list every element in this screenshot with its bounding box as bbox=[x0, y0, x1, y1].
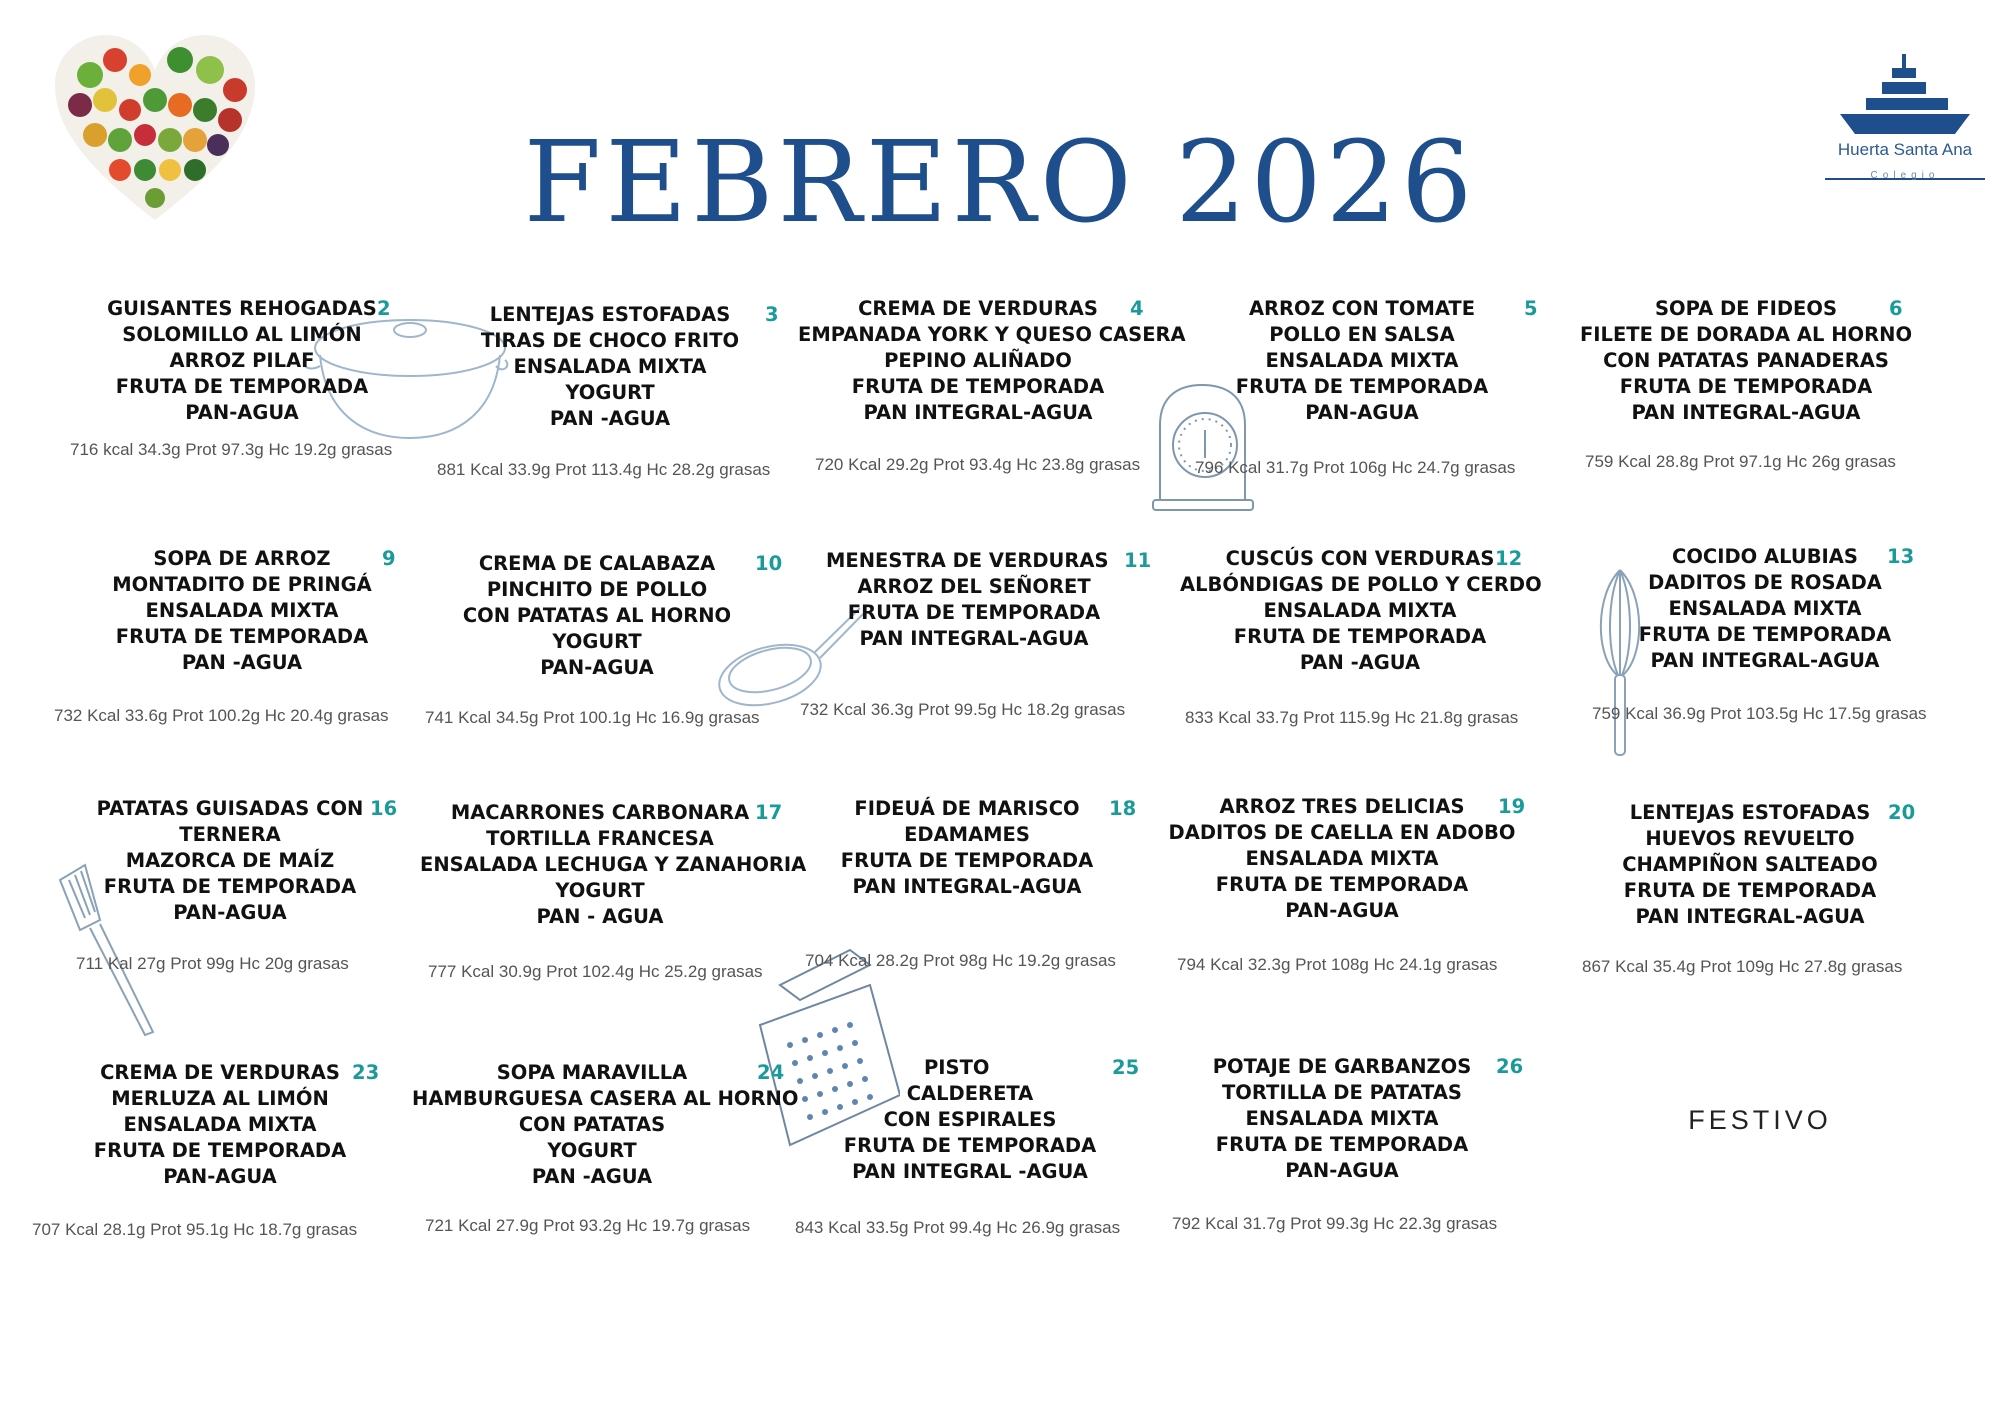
dish-line: ARROZ DEL SEÑORET bbox=[857, 575, 1091, 598]
dish-line: FRUTA DE TEMPORADA bbox=[843, 1134, 1097, 1157]
dish-line: PISTO bbox=[924, 1056, 990, 1079]
dish-line: FRUTA DE TEMPORADA bbox=[103, 875, 357, 898]
menu-day bbox=[40, 1060, 400, 1190]
dish-line: PAN-AGUA bbox=[185, 401, 299, 424]
dish-line: DADITOS DE ROSADA bbox=[1648, 571, 1882, 594]
nutrition-info: 741 Kcal 34.5g Prot 100.1g Hc 16.9g grasas bbox=[425, 708, 760, 727]
menu-day bbox=[798, 296, 1186, 426]
dish-line: CALDERETA bbox=[906, 1082, 1034, 1105]
dish-line: PAN-AGUA bbox=[1305, 401, 1419, 424]
dish-line: SOPA DE ARROZ bbox=[153, 547, 331, 570]
day-number: 25 bbox=[1112, 1056, 1140, 1079]
dish-line: CON PATATAS PANADERAS bbox=[1603, 349, 1889, 372]
nutrition-info: 881 Kcal 33.9g Prot 113.4g Hc 28.2g grasas bbox=[437, 460, 771, 479]
dish-line: SOLOMILLO AL LIMÓN bbox=[122, 323, 362, 346]
dish-line: ENSALADA LECHUGA Y ZANAHORIA bbox=[420, 853, 807, 876]
dish-line: FRUTA DE TEMPORADA bbox=[1619, 375, 1873, 398]
dish-line: TERNERA bbox=[179, 823, 281, 846]
nutrition-info: 716 kcal 34.3g Prot 97.3g Hc 19.2g grasas bbox=[70, 440, 393, 459]
dish-line: LENTEJAS ESTOFADAS bbox=[1629, 801, 1871, 824]
dish-line: PATATAS GUISADAS CON bbox=[96, 797, 364, 820]
menu-day bbox=[412, 1060, 799, 1190]
menu-day bbox=[1585, 544, 1945, 674]
dish-line: CON PATATAS bbox=[518, 1113, 666, 1136]
dish-line: POLLO EN SALSA bbox=[1269, 323, 1455, 346]
menu-day bbox=[1162, 1054, 1522, 1184]
dish-line: CON PATATAS AL HORNO bbox=[462, 604, 732, 627]
dish-line: CREMA DE VERDURAS bbox=[100, 1061, 340, 1084]
dish-line: PAN INTEGRAL-AGUA bbox=[1631, 401, 1861, 424]
menu-day bbox=[787, 796, 1147, 900]
dish-line: ARROZ TRES DELICIAS bbox=[1219, 795, 1465, 818]
day-number: 10 bbox=[755, 552, 783, 575]
dish-line: FRUTA DE TEMPORADA bbox=[1638, 623, 1892, 646]
day-number: 16 bbox=[370, 797, 398, 820]
menu-day bbox=[1570, 800, 1930, 930]
dish-line: ARROZ CON TOMATE bbox=[1248, 297, 1476, 320]
dish-line: DADITOS DE CAELLA EN ADOBO bbox=[1168, 821, 1516, 844]
nutrition-info: 777 Kcal 30.9g Prot 102.4g Hc 25.2g grasas bbox=[428, 962, 763, 981]
dish-line: YOGURT bbox=[552, 630, 642, 653]
nutrition-info: 794 Kcal 32.3g Prot 108g Hc 24.1g grasas bbox=[1177, 955, 1498, 974]
dish-line: CREMA DE VERDURAS bbox=[858, 297, 1098, 320]
dish-line: ENSALADA MIXTA bbox=[123, 1113, 317, 1136]
dish-line: MAZORCA DE MAÍZ bbox=[125, 849, 335, 872]
dish-line: EDAMAMES bbox=[904, 823, 1030, 846]
nutrition-info: 759 Kcal 28.8g Prot 97.1g Hc 26g grasas bbox=[1585, 452, 1896, 471]
dish-line: EMPANADA YORK Y QUESO CASERA bbox=[798, 323, 1186, 346]
dish-line: ARROZ PILAF bbox=[169, 349, 315, 372]
menu-day bbox=[1180, 546, 1540, 676]
dish-line: PAN INTEGRAL-AGUA bbox=[863, 401, 1093, 424]
dish-line: MACARRONES CARBONARA bbox=[450, 801, 750, 824]
day-number: 4 bbox=[1130, 297, 1144, 320]
dish-line: PAN INTEGRAL-AGUA bbox=[859, 627, 1089, 650]
day-number: 19 bbox=[1498, 795, 1526, 818]
nutrition-info: 704 Kcal 28.2g Prot 98g Hc 19.2g grasas bbox=[805, 951, 1116, 970]
dish-line: PAN INTEGRAL-AGUA bbox=[1650, 649, 1880, 672]
menu-day bbox=[430, 302, 790, 432]
menu-day bbox=[1162, 794, 1526, 924]
dish-line: SOPA DE FIDEOS bbox=[1654, 297, 1837, 320]
dish-line: FRUTA DE TEMPORADA bbox=[115, 625, 369, 648]
dish-line: ENSALADA MIXTA bbox=[145, 599, 339, 622]
dish-line: ENSALADA MIXTA bbox=[513, 355, 707, 378]
logo-subtitle: Colegio bbox=[1870, 170, 1940, 181]
dish-line: PAN -AGUA bbox=[181, 651, 303, 674]
nutrition-info: 732 Kcal 36.3g Prot 99.5g Hc 18.2g grasas bbox=[800, 700, 1126, 719]
dish-line: PAN INTEGRAL-AGUA bbox=[852, 875, 1082, 898]
dish-line: ENSALADA MIXTA bbox=[1265, 349, 1459, 372]
nutrition-info: 867 Kcal 35.4g Prot 109g Hc 27.8g grasas bbox=[1582, 957, 1903, 976]
dish-line: ENSALADA MIXTA bbox=[1668, 597, 1862, 620]
day-number: 18 bbox=[1109, 797, 1137, 820]
dish-line: FILETE DE DORADA AL HORNO bbox=[1579, 323, 1913, 346]
menu-day bbox=[417, 551, 783, 681]
dish-line: FRUTA DE TEMPORADA bbox=[1233, 625, 1487, 648]
dish-line: PAN-AGUA bbox=[1285, 899, 1399, 922]
dish-line: TORTILLA FRANCESA bbox=[486, 827, 714, 850]
menu-day bbox=[790, 1055, 1150, 1185]
dish-line: FRUTA DE TEMPORADA bbox=[93, 1139, 347, 1162]
dish-line: PEPINO ALIÑADO bbox=[884, 349, 1072, 372]
nutrition-info: 711 Kal 27g Prot 99g Hc 20g grasas bbox=[76, 954, 349, 973]
dish-line: MENESTRA DE VERDURAS bbox=[826, 549, 1109, 572]
nutrition-info: 721 Kcal 27.9g Prot 93.2g Hc 19.7g grasas bbox=[425, 1216, 751, 1235]
dish-line: MERLUZA AL LIMÓN bbox=[111, 1087, 329, 1110]
dish-line: PAN-AGUA bbox=[173, 901, 287, 924]
dish-line: PAN -AGUA bbox=[531, 1165, 653, 1188]
dish-line: MONTADITO DE PRINGÁ bbox=[112, 573, 372, 596]
nutrition-info: 720 Kcal 29.2g Prot 93.4g Hc 23.8g grasas bbox=[815, 455, 1141, 474]
dish-line: PAN-AGUA bbox=[1285, 1159, 1399, 1182]
dish-line: SOPA MARAVILLA bbox=[496, 1061, 688, 1084]
dish-line: CREMA DE CALABAZA bbox=[478, 552, 716, 575]
nutrition-info: 833 Kcal 33.7g Prot 115.9g Hc 21.8g grasas bbox=[1185, 708, 1519, 727]
dish-line: GUISANTES REHOGADAS bbox=[107, 297, 377, 320]
dish-line: FRUTA DE TEMPORADA bbox=[1235, 375, 1489, 398]
dish-line: YOGURT bbox=[555, 879, 645, 902]
day-number: 6 bbox=[1889, 297, 1903, 320]
nutrition-info: 796 Kcal 31.7g Prot 106g Hc 24.7g grasas bbox=[1195, 458, 1516, 477]
day-number: 11 bbox=[1124, 549, 1152, 572]
menu-day bbox=[794, 548, 1154, 652]
dish-line: FIDEUÁ DE MARISCO bbox=[854, 797, 1080, 820]
day-number: 5 bbox=[1524, 297, 1538, 320]
day-number: 24 bbox=[757, 1061, 785, 1084]
dish-line: FRUTA DE TEMPORADA bbox=[115, 375, 369, 398]
dish-line: FRUTA DE TEMPORADA bbox=[847, 601, 1101, 624]
menu-day bbox=[1566, 296, 1926, 426]
dish-line: PAN-AGUA bbox=[540, 656, 654, 679]
menu-day bbox=[62, 296, 422, 426]
nutrition-info: 707 Kcal 28.1g Prot 95.1g Hc 18.7g grasas bbox=[32, 1220, 358, 1239]
dish-line: ENSALADA MIXTA bbox=[1245, 1107, 1439, 1130]
dish-line: YOGURT bbox=[565, 381, 655, 404]
dish-line: PAN INTEGRAL -AGUA bbox=[852, 1160, 1088, 1183]
dish-line: CUSCÚS CON VERDURAS bbox=[1225, 547, 1495, 570]
nutrition-info: 732 Kcal 33.6g Prot 100.2g Hc 20.4g grasas bbox=[54, 706, 389, 725]
ship-logo-icon bbox=[1820, 50, 1990, 190]
dish-line: PAN-AGUA bbox=[163, 1165, 277, 1188]
menu-day bbox=[420, 800, 807, 930]
dish-line: PAN -AGUA bbox=[1299, 651, 1421, 674]
dish-line: PAN - AGUA bbox=[536, 905, 664, 928]
dish-line: ENSALADA MIXTA bbox=[1245, 847, 1439, 870]
dish-line: HUEVOS REVUELTO bbox=[1645, 827, 1855, 850]
dish-line: FRUTA DE TEMPORADA bbox=[1215, 873, 1469, 896]
dish-line: PAN -AGUA bbox=[549, 407, 671, 430]
dish-line: FRUTA DE TEMPORADA bbox=[840, 849, 1094, 872]
dish-line: ALBÓNDIGAS DE POLLO Y CERDO bbox=[1180, 573, 1542, 596]
dish-line: YOGURT bbox=[547, 1139, 637, 1162]
day-number: 9 bbox=[382, 547, 396, 570]
day-number: 23 bbox=[352, 1061, 380, 1084]
dish-line: CON ESPIRALES bbox=[883, 1108, 1057, 1131]
dish-line: TIRAS DE CHOCO FRITO bbox=[480, 329, 740, 352]
menu-day bbox=[62, 546, 422, 676]
day-number: 3 bbox=[765, 303, 779, 326]
dish-line: POTAJE DE GARBANZOS bbox=[1212, 1055, 1472, 1078]
dish-line: PINCHITO DE POLLO bbox=[486, 578, 708, 601]
page-title: FEBRERO 2026 bbox=[523, 118, 1477, 248]
dish-line: TORTILLA DE PATATAS bbox=[1222, 1081, 1462, 1104]
dish-line: HAMBURGUESA CASERA AL HORNO bbox=[412, 1087, 799, 1110]
day-number: 20 bbox=[1888, 801, 1916, 824]
menu-day bbox=[1182, 296, 1542, 426]
day-number: 13 bbox=[1887, 545, 1915, 568]
dish-line: FRUTA DE TEMPORADA bbox=[1215, 1133, 1469, 1156]
day-number: 2 bbox=[377, 297, 391, 320]
dish-line: COCIDO ALUBIAS bbox=[1672, 545, 1858, 568]
dish-line: CHAMPIÑON SALTEADO bbox=[1622, 853, 1878, 876]
nutrition-info: 792 Kcal 31.7g Prot 99.3g Hc 22.3g grasas bbox=[1172, 1214, 1498, 1233]
nutrition-info: 759 Kcal 36.9g Prot 103.5g Hc 17.5g grasas bbox=[1592, 704, 1927, 723]
dish-line: FRUTA DE TEMPORADA bbox=[851, 375, 1105, 398]
dish-line: PAN INTEGRAL-AGUA bbox=[1635, 905, 1865, 928]
nutrition-info: 843 Kcal 33.5g Prot 99.4g Hc 26.9g grasas bbox=[795, 1218, 1121, 1237]
dish-line: ENSALADA MIXTA bbox=[1263, 599, 1457, 622]
logo-name: Huerta Santa Ana bbox=[1837, 140, 1973, 159]
day-number: 12 bbox=[1495, 547, 1523, 570]
day-number: 26 bbox=[1496, 1055, 1524, 1078]
day-number: 17 bbox=[755, 801, 783, 824]
dish-line: LENTEJAS ESTOFADAS bbox=[489, 303, 731, 326]
menu-day bbox=[50, 796, 410, 926]
holiday-label: FESTIVO bbox=[1688, 1105, 1832, 1135]
dish-line: FRUTA DE TEMPORADA bbox=[1623, 879, 1877, 902]
